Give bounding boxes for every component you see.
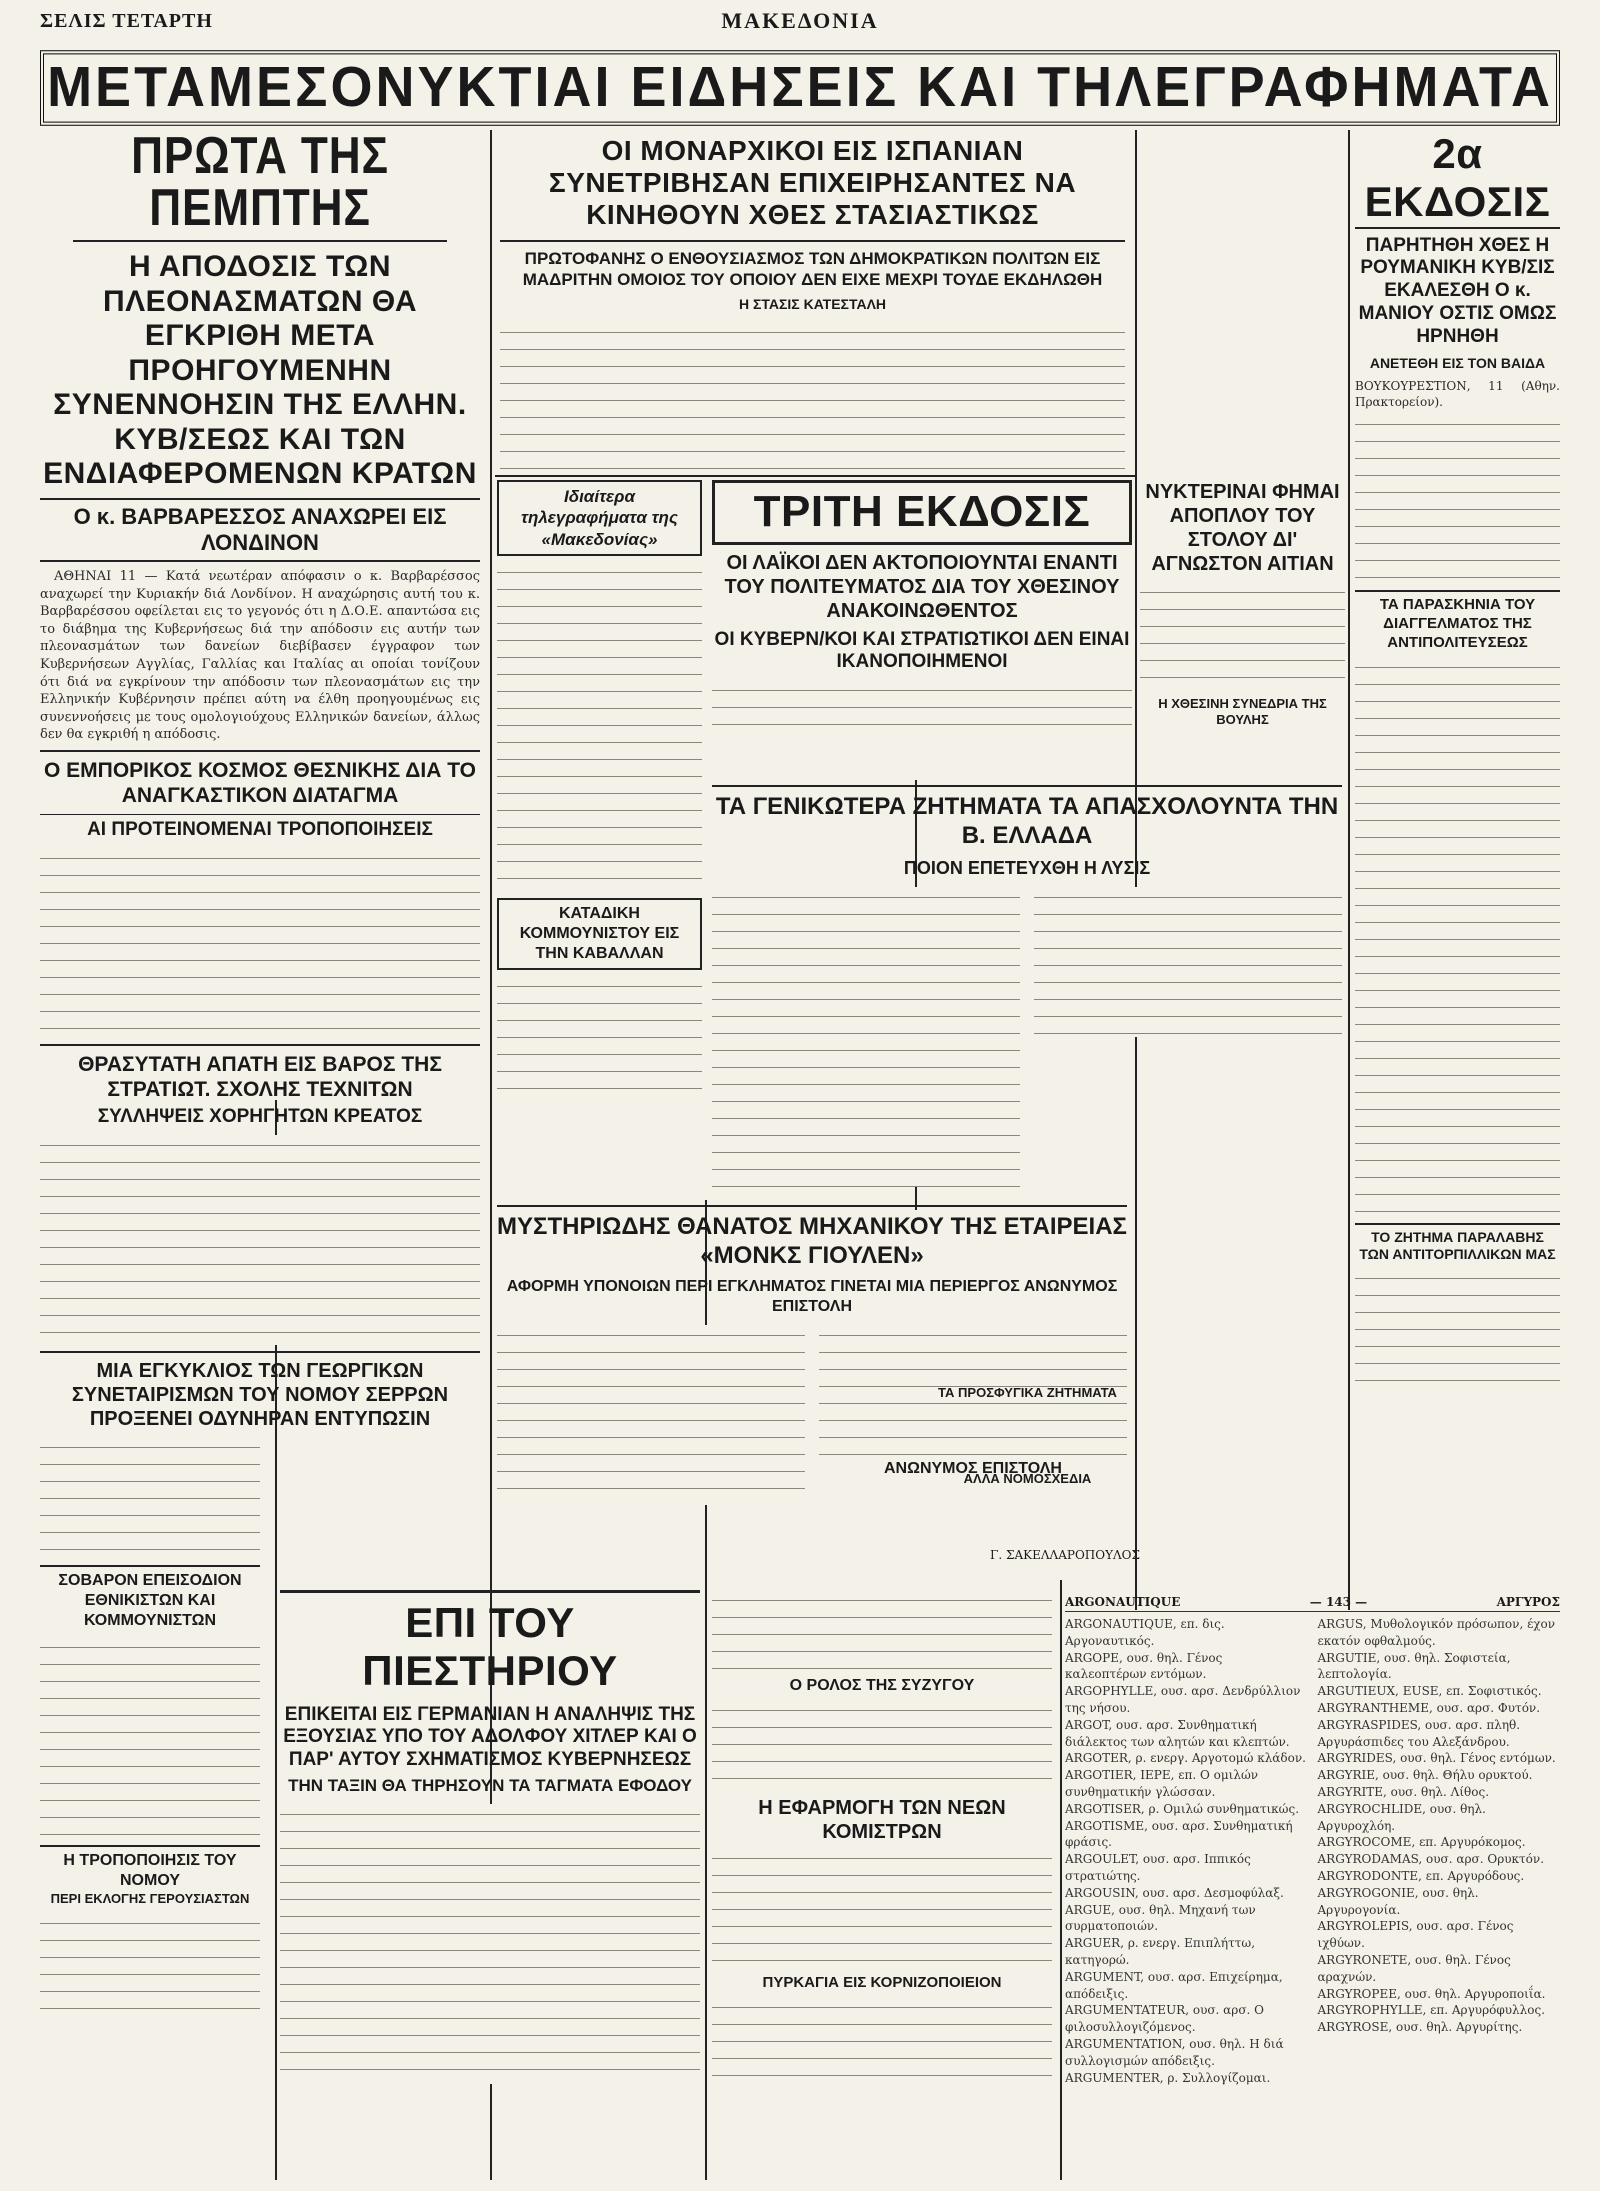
second-edition-title: 2α ΕΚΔΟΣΙΣ bbox=[1355, 130, 1560, 229]
dictionary-entry: ARGYROGONIE, ουσ. θηλ. Αργυρογονία. bbox=[1317, 1885, 1479, 1917]
anonymous-letter-headline: ΑΝΩΝΥΜΟΣ ΕΠΙΣΤΟΛΗ bbox=[884, 1459, 1062, 1477]
article-text-block bbox=[40, 1135, 480, 1345]
article-text-block bbox=[712, 680, 1132, 740]
headline-tropopoiisis: Η ΤΡΟΠΟΠΟΙΗΣΙΣ ΤΟΥ ΝΟΜΟΥ bbox=[40, 1845, 260, 1891]
spain-subheadline: ΠΡΩΤΟΦΑΝΗΣ Ο ΕΝΘΟΥΣΙΑΣΜΟΣ ΤΩΝ ΔΗΜΟΚΡΑΤΙΚΩΝ ΠΟΛΙΤΩΝ ΕΙΣ ΜΑΔΡΙΤΗΝ ΟΜΟΙΟΣ ΤΟΥ ΟΠΟΙΟΥ ΔΕΝ ΕΙΧΕ ΜΕΧΡΙ ΤΟΥΔΕ ΕΚΔΗΛΩΘΗ bbox=[500, 240, 1125, 291]
north-greece-subheadline: ΠΟΙΟΝ ΕΠΕΤΕΥΧΘΗ Η ΛΥΣΙΣ bbox=[903, 857, 1151, 878]
dictionary-entry: ARGUER, ρ. ενεργ. Επιπλήττω, κατηγορώ. bbox=[1065, 1936, 1256, 1967]
dictionary-right-header: ΑΡΓΥΡΟΣ bbox=[1496, 1595, 1560, 1609]
page-section-label: ΣΕΛΙΣ ΤΕΤΑΡΤΗ bbox=[40, 10, 213, 32]
north-greece-headline: ΤΑ ΓΕΝΙΚΩΤΕΡΑ ΖΗΤΗΜΑΤΑ ΤΑ ΑΠΑΣΧΟΛΟΥΝΤΑ ΤΗΝ Β. ΕΛΛΑΔΑ bbox=[712, 785, 1342, 851]
dictionary-left-column bbox=[1065, 1616, 1308, 2086]
article-text-block bbox=[1355, 657, 1560, 1217]
right-column bbox=[1355, 130, 1560, 1590]
headline-egkyklios: ΜΙΑ ΕΓΚΥΚΛΙΟΣ ΤΩΝ ΓΕΩΡΓΙΚΩΝ ΣΥΝΕΤΑΙΡΙΣΜΩΝ ΤΟΥ ΝΟΜΟΥ ΣΕΡΡΩΝ ΠΡΟΞΕΝΕΙ ΟΔΥΝΗΡΑΝ ΕΝΤΥΠΩΣΙΝ bbox=[71, 1360, 449, 1431]
fleet-headline: ΝΥΚΤΕΡΙΝΑΙ ΦΗΜΑΙ ΑΠΟΠΛΟΥ ΤΟΥ ΣΤΟΛΟΥ ΔΙ' ΑΓΝΩΣΤΟΝ ΑΙΤΙΑΝ bbox=[1145, 481, 1340, 575]
headline-emporikos: Ο ΕΜΠΟΡΙΚΟΣ ΚΟΣΜΟΣ ΘΕΣΝΙΚΗΣ ΔΙΑ ΤΟ ΑΝΑΓΚΑΣΤΙΚΟΝ ΔΙΑΤΑΓΜΑ bbox=[43, 758, 477, 807]
article-text-block bbox=[712, 1997, 1052, 2087]
fares-headline: Η ΕΦΑΡΜΟΓΗ ΤΩΝ ΝΕΩΝ ΚΟΜΙΣΤΡΩΝ bbox=[758, 1797, 1006, 1843]
article-text-block bbox=[712, 1848, 1052, 1968]
dictionary-entry: ARGOULET, ουσ. αρσ. Ιππικός στρατιώτης. bbox=[1065, 1852, 1251, 1883]
refugee-headline: ΤΑ ΠΡΟΣΦΥΓΙΚΑ ΖΗΤΗΜΑΤΑ bbox=[938, 1385, 1117, 1400]
dictionary-entry: ARGYRIDES, ουσ. θηλ. Γένος εντόμων. bbox=[1317, 1751, 1556, 1766]
third-edition-block bbox=[712, 480, 1132, 780]
article-text-block bbox=[1034, 887, 1342, 1037]
dictionary-entry: ARGYROPHYLLE, επ. Αργυρόφυλλος. bbox=[1317, 2003, 1546, 2018]
mystery-headline: ΜΥΣΤΗΡΙΩΔΗΣ ΘΑΝΑΤΟΣ ΜΗΧΑΝΙΚΟΥ ΤΗΣ ΕΤΑΙΡΕΙΑΣ «ΜΟΝΚΣ ΓΙΟΥΛΕΝ» bbox=[497, 1205, 1127, 1271]
dictionary-entry: ARGYROCOME, επ. Αργυρόκομος. bbox=[1317, 1835, 1526, 1850]
dictionary-right-column bbox=[1318, 1616, 1561, 2086]
dictionary-page-number: — 143 — bbox=[1309, 1595, 1368, 1609]
romania-dateline: ΒΟΥΚΟΥΡΕΣΤΙΟΝ, 11 (Αθην. Πρακτορείον). bbox=[1355, 379, 1560, 410]
dictionary-entry: ARGYROSE, ουσ. θηλ. Αργυρίτης. bbox=[1317, 2020, 1523, 2035]
mystery-subheadline: ΑΦΟΡΜΗ ΥΠΟΝΟΙΩΝ ΠΕΡΙ ΕΓΚΛΗΜΑΤΟΣ ΓΙΝΕΤΑΙ ΜΙΑ ΠΕΡΙΕΡΓΟΣ ΑΝΩΝΥΜΟΣ ΕΠΙΣΤΟΛΗ bbox=[506, 1277, 1118, 1315]
press-headline: ΕΠΙΚΕΙΤΑΙ ΕΙΣ ΓΕΡΜΑΝΙΑΝ Η ΑΝΑΛΗΨΙΣ ΤΗΣ ΕΞΟΥΣΙΑΣ ΥΠΟ ΤΟΥ ΑΔΟΛΦΟΥ ΧΙΤΛΕΡ ΚΑΙ Ο ΠΑΡ' ΑΥΤΟΥ ΣΧΗΜΑΤΙΣΜΟΣ ΚΥΒΕΡΝΗΣΕΩΣ bbox=[283, 1703, 697, 1771]
refugee-block bbox=[915, 1385, 1140, 1595]
dictionary-header bbox=[1065, 1595, 1560, 1612]
kicker-headline: ΠΡΩΤΑ ΤΗΣ ΠΕΜΠΤΗΣ bbox=[73, 130, 447, 242]
spain-stasis: Η ΣΤΑΣΙΣ ΚΑΤΕΣΤΑΛΗ bbox=[738, 296, 887, 313]
headline-apati: ΘΡΑΣΥΤΑΤΗ ΑΠΑΤΗ ΕΙΣ ΒΑΡΟΣ ΤΗΣ ΣΤΡΑΤΙΩΤ. ΣΧΟΛΗΣ ΤΕΧΝΙΤΩΝ bbox=[78, 1052, 442, 1102]
subheadline-gerousiaston: ΠΕΡΙ ΕΚΛΟΓΗΣ ΓΕΡΟΥΣΙΑΣΤΩΝ bbox=[50, 1891, 250, 1907]
article-text-block bbox=[712, 887, 1020, 1187]
article-text-block bbox=[40, 1913, 260, 2023]
dictionary-entry: ARGONAUTIQUE, επ. δις. Αργοναυτικός. bbox=[1065, 1617, 1225, 1648]
dictionary-block bbox=[1065, 1595, 1560, 2180]
dictionary-entry: ARGYROPEE, ουσ. θηλ. Αργυροποιΐα. bbox=[1317, 1986, 1546, 2001]
divider bbox=[40, 1351, 480, 1353]
special-telegrams-column bbox=[497, 480, 702, 1200]
divider bbox=[495, 475, 1135, 477]
dictionary-entry: ARGYRITE, ουσ. θηλ. Λίθος. bbox=[1317, 1784, 1490, 1799]
article-text-block bbox=[712, 1700, 1052, 1790]
dictionary-entry: ARGUS, Μυθολογικόν πρόσωπον, έχον εκατόν οφθαλμούς. bbox=[1317, 1617, 1556, 1648]
backstage-headline: ΤΑ ΠΑΡΑΣΚΗΝΙΑ ΤΟΥ ΔΙΑΓΓΕΛΜΑΤΟΣ ΤΗΣ ΑΝΤΙΠΟΛΙΤΕΥΣΕΩΣ bbox=[1355, 590, 1560, 652]
article-text-block bbox=[40, 848, 480, 1038]
article-text-block bbox=[1140, 582, 1345, 692]
dictionary-entry: ARGOT, ουσ. αρσ. Συνθηματική διάλεκτος των αλητών και κλεπτών. bbox=[1065, 1717, 1290, 1749]
author-signature: Γ. ΣΑΚΕΛΛΑΡΟΠΟΥΛΟΣ bbox=[990, 1547, 1140, 1562]
article-text-block bbox=[40, 1637, 260, 1837]
north-greece-block bbox=[712, 785, 1342, 1205]
dictionary-entry: ARGYROLEPIS, ουσ. αρσ. Γένος ιχθύων. bbox=[1317, 1919, 1514, 1951]
dictionary-entry: ARGYRIE, ουσ. θηλ. Θήλυ ορυκτού. bbox=[1317, 1768, 1533, 1783]
subheadline-syllipseis: ΣΥΛΛΗΨΕΙΣ ΧΟΡΗΓΗΤΩΝ ΚΡΕΑΤΟΣ bbox=[97, 1106, 423, 1128]
destroyers-headline: ΤΟ ΖΗΤΗΜΑ ΠΑΡΑΛΑΒΗΣ ΤΩΝ ΑΝΤΙΤΟΡΠΙΛΛΙΚΩΝ ΜΑΣ bbox=[1355, 1223, 1560, 1264]
article-text-block bbox=[1355, 414, 1560, 584]
kavala-headline: ΚΑΤΑΔΙΚΗ ΚΟΜΜΟΥΝΙΣΤΟΥ ΕΙΣ ΤΗΝ ΚΑΒΑΛΛΑΝ bbox=[497, 898, 702, 970]
article-text-block bbox=[500, 322, 1125, 475]
dictionary-entry: ARGOPHYLLE, ουσ. αρσ. Δενδρύλλιον της νήσου. bbox=[1065, 1684, 1301, 1715]
romania-subheadline: ΑΝΕΤΕΘΗ ΕΙΣ ΤΟΝ ΒΑΙΔΑ bbox=[1369, 354, 1546, 371]
dictionary-entry: ARGOPE, ουσ. θηλ. Γένος καλεοπτέρων εντόμων. bbox=[1065, 1650, 1223, 1682]
section-banner: ΜΕΤΑΜΕΣΟΝΥΚΤΙΑΙ ΕΙΔΗΣΕΙΣ ΚΑΙ ΤΗΛΕΓΡΑΦΗΜΑΤΑ bbox=[40, 50, 1560, 126]
article-text-block bbox=[497, 562, 702, 892]
column-rule bbox=[1348, 130, 1350, 1610]
column-rule bbox=[1060, 1580, 1062, 2180]
article-text-block bbox=[497, 976, 702, 1096]
other-bills-headline: ΑΛΛΑ ΝΟΜΟΣΧΕΔΙΑ bbox=[963, 1471, 1092, 1487]
article-text-block bbox=[497, 1325, 805, 1505]
divider bbox=[40, 750, 480, 752]
press-subheadline: ΤΗΝ ΤΑΞΙΝ ΘΑ ΤΗΡΗΣΟΥΝ ΤΑ ΤΑΓΜΑΤΑ ΕΦΟΔΟΥ bbox=[288, 1775, 692, 1795]
press-title: ΕΠΙ ΤΟΥ ΠΙΕΣΤΗΡΙΟΥ bbox=[280, 1590, 700, 1696]
spain-headline: ΟΙ ΜΟΝΑΡΧΙΚΟΙ ΕΙΣ ΙΣΠΑΝΙΑΝ ΣΥΝΕΤΡΙΒΗΣΑΝ ΕΠΙΧΕΙΡΗΣΑΝΤΕΣ ΝΑ ΚΙΝΗΘΟΥΝ ΧΘΕΣ ΣΤΑΣΙΑΣΤΙΚΩΣ bbox=[548, 135, 1077, 231]
dictionary-entry: ARGUMENT, ουσ. αρσ. Επιχείρημα, απόδειξις. bbox=[1065, 1969, 1283, 2001]
third-edition-subheadline: ΟΙ ΚΥΒΕΡΝ/ΚΟΙ ΚΑΙ ΣΤΡΑΤΙΩΤΙΚΟΙ ΔΕΝ ΕΙΝΑΙ ΙΚΑΝΟΠΟΙΗΜΕΝΟΙ bbox=[714, 628, 1130, 673]
dictionary-entry: ARGYRONETE, ουσ. θηλ. Γένος αραχνών. bbox=[1317, 1952, 1511, 1984]
divider bbox=[40, 1044, 480, 1046]
dictionary-entry: ARGOUSIN, ουσ. αρσ. Δεσμοφύλαξ. bbox=[1065, 1885, 1284, 1900]
article-text-block bbox=[1355, 1268, 1560, 1388]
special-telegrams-box: Ιδιαίτερα τηλεγραφήματα της «Μακεδονίας» bbox=[497, 480, 702, 556]
romania-headline: ΠΑΡΗΤΗΘΗ ΧΘΕΣ Η ΡΟΥΜΑΝΙΚΗ ΚΥΒ/ΣΙΣ ΕΚΑΛΕΣΘΗ Ο κ. ΜΑΝΙΟΥ ΟΣΤΙΣ ΟΜΩΣ ΗΡΝΗΘΗ bbox=[1358, 234, 1557, 347]
dictionary-entry: ARGUE, ουσ. θηλ. Μηχανή των συρματοποιών. bbox=[1065, 1902, 1256, 1934]
center-top-story bbox=[500, 135, 1125, 475]
article-body bbox=[40, 568, 480, 743]
dictionary-entry: ARGYRODONTE, επ. Αργυρόδους. bbox=[1317, 1868, 1525, 1883]
dictionary-entry: ARGYRASPIDES, ουσ. αρσ. πληθ. Αργυράσπιδες του Αλεξάνδρου. bbox=[1317, 1717, 1521, 1749]
subheadline-tropopoiiseis: ΑΙ ΠΡΟΤΕΙΝΟΜΕΝΑΙ ΤΡΟΠΟΠΟΙΗΣΕΙΣ bbox=[40, 814, 480, 842]
fire-headline: ΠΥΡΚΑΓΙΑ ΕΙΣ ΚΟΡΝΙΖΟΠΟΙΕΙΟΝ bbox=[762, 1974, 1002, 1991]
dictionary-entry: ARGOTISME, ουσ. αρσ. Συνθηματική φράσις. bbox=[1065, 1818, 1293, 1850]
press-block bbox=[280, 1590, 700, 2180]
dictionary-entry: ARGOTISER, ρ. Ομιλώ συνθηματικώς. bbox=[1065, 1801, 1300, 1816]
lead-paragraph: ΑΘΗΝΑΙ 11 — Κατά νεωτέραν απόφασιν ο κ. Βαρβαρέσσος αναχωρεί την Κυριακήν διά Λονδίνον. Η αναχώρησις αυτή του κ. Βαρβαρέσσου οφείλεται εις το γεγονός ότι η Δ.Ο.Ε. απαντώσα εις το διάβημα της Κυβερνήσεως διά την απόδοσιν εις αυτήν των πλεονασμάτων των δανείων διεβίβασεν έγγραφον των Κυβερνήσεων Αγγλίας, Γαλλίας και Ιταλίας αι οποίαι τονίζουν ότι διά να εγκρίνουν την απόδοσιν των πλεονασμάτων εις την Ελληνικήν Κυβέρνησιν πρέπει αύτη να έλθη προηγουμένως εις συνεννοήσεις με τους ομολογιούχους Ελληνικών δανείων, άλλως δεν θα εγκριθή η απόδοσις. bbox=[40, 569, 480, 743]
dictionary-entry: ARGUTIE, ουσ. θηλ. Σοφιστεία, λεπτολογία. bbox=[1317, 1650, 1511, 1682]
article-text-block bbox=[712, 1590, 1052, 1670]
center-bottom-column bbox=[712, 1590, 1052, 2180]
third-edition-headline: ΟΙ ΛΑΪΚΟΙ ΔΕΝ ΑΚΤΟΠΟΙΟΥΝΤΑΙ ΕΝΑΝΤΙ ΤΟΥ ΠΟΛΙΤΕΥΜΑΤΟΣ ΔΙΑ ΤΟΥ ΧΘΕΣΙΝΟΥ ΑΝΑΚΟΙΝΩΘΕΝΤΟΣ bbox=[724, 551, 1120, 622]
headline-epeisodio: ΣΟΒΑΡΟΝ ΕΠΕΙΣΟΔΙΟΝ ΕΘΝΙΚΙΣΤΩΝ ΚΑΙ ΚΟΜΜΟΥΝΙΣΤΩΝ bbox=[40, 1565, 260, 1631]
article-text-block bbox=[280, 1804, 700, 2084]
parliament-session-headline: Η ΧΘΕΣΙΝΗ ΣΥΝΕΔΡΙΑ ΤΗΣ ΒΟΥΛΗΣ bbox=[1158, 696, 1327, 728]
spouse-role-headline: Ο ΡΟΛΟΣ ΤΗΣ ΣΥΖΥΓΟΥ bbox=[789, 1677, 975, 1694]
dictionary-entry: ARGUTIEUX, EUSE, επ. Σοφιστικός. bbox=[1317, 1684, 1542, 1699]
main-headline: Η ΑΠΟΔΟΣΙΣ ΤΩΝ ΠΛΕΟΝΑΣΜΑΤΩΝ ΘΑ ΕΓΚΡΙΘΗ ΜΕΤΑ ΠΡΟΗΓΟΥΜΕΝΗΝ ΣΥΝΕΝΝΟΗΣΙΝ ΤΗΣ ΕΛΛΗΝ. ΚΥΒ/ΣΕΩΣ ΚΑΙ ΤΩΝ ΕΝΔΙΑΦΕΡΟΜΕΝΩΝ ΚΡΑΤΩΝ bbox=[43, 250, 477, 490]
fleet-rumors-block bbox=[1140, 480, 1345, 780]
dictionary-entry: ARGYROCHLIDE, ουσ. θηλ. Αργυροχλόη. bbox=[1317, 1801, 1486, 1833]
dictionary-entry: ARGYRANTHEME, ουσ. αρσ. Φυτόν. bbox=[1317, 1700, 1541, 1715]
third-edition-title: ΤΡΙΤΗ ΕΚΔΟΣΙΣ bbox=[753, 487, 1091, 536]
dictionary-entry: ARGOTER, ρ. ενεργ. Αργοτομώ κλάδον. bbox=[1065, 1751, 1306, 1766]
dictionary-left-header: ARGONAUTIQUE bbox=[1065, 1595, 1181, 1609]
masthead-title: ΜΑΚΕΔΟΝΙΑ bbox=[721, 8, 879, 33]
dictionary-entry: ARGUMENTER, ρ. Συλλογίζομαι. bbox=[1065, 2070, 1271, 2085]
page-header bbox=[40, 8, 1560, 48]
dictionary-entry: ARGOTIER, ΙΕΡΕ, επ. Ο ομιλών συνθηματικήν γλώσσαν. bbox=[1065, 1768, 1259, 1799]
article-text-block bbox=[40, 1437, 260, 1557]
dictionary-entry: ARGUMENTATION, ουσ. θηλ. Η διά συλλογισμών απόδειξις. bbox=[1065, 2036, 1284, 2068]
subheadline: Ο κ. ΒΑΡΒΑΡΕΣΣΟΣ ΑΝΑΧΩΡΕΙ ΕΙΣ ΛΟΝΔΙΝΟΝ bbox=[40, 498, 480, 563]
dictionary-entry: ARGYRODAMAS, ουσ. αρσ. Ορυκτόν. bbox=[1317, 1852, 1545, 1867]
dictionary-entry: ARGUMENTATEUR, ουσ. αρσ. Ο φιλοσυλλογιζόμενος. bbox=[1065, 2003, 1265, 2035]
